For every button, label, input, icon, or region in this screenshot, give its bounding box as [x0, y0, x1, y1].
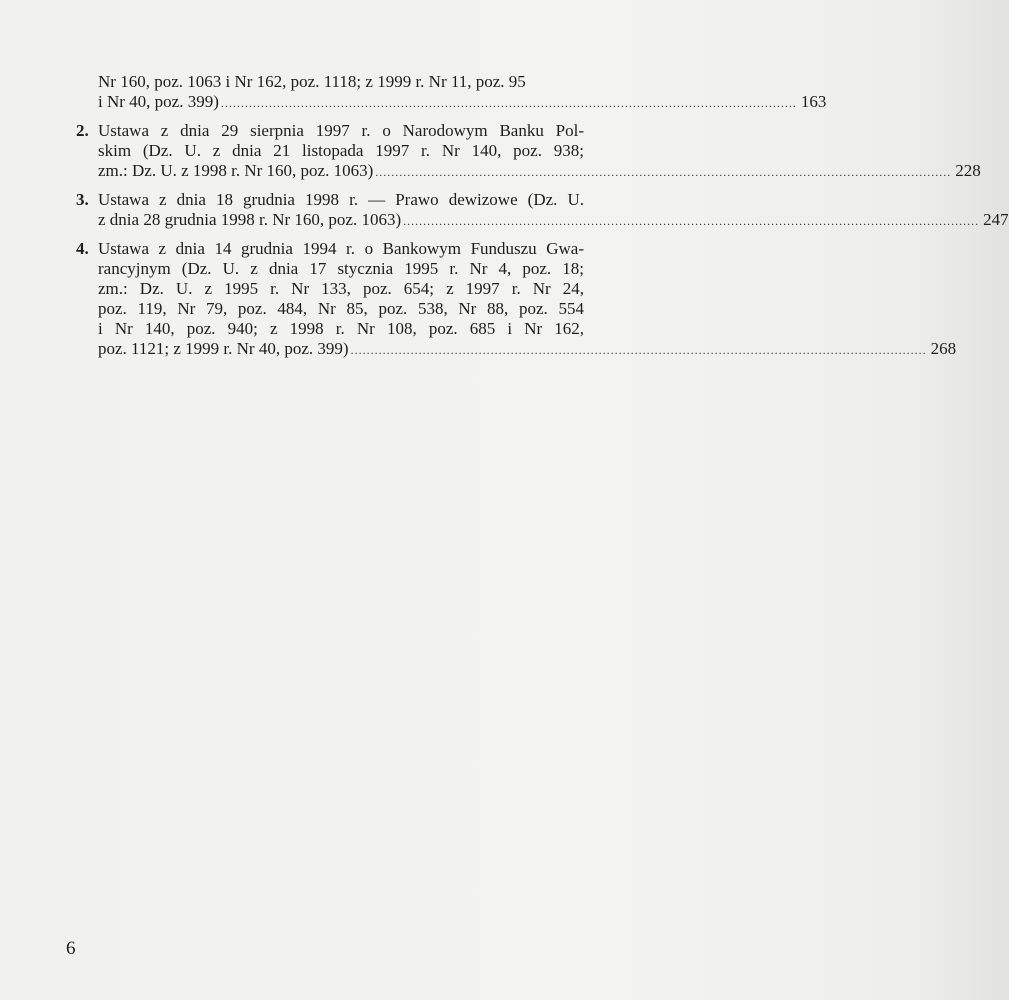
toc-entry-text-line: Ustawa z dnia 29 sierpnia 1997 r. o Narodowym Banku Pol-: [98, 121, 584, 140]
leader-dots: ................................................................................................................................................: [375, 165, 952, 179]
toc-entry-continuation: [76, 72, 827, 112]
toc-entry-number: 4.: [76, 239, 89, 258]
leader-dots: ................................................................................................................................................: [403, 214, 980, 228]
toc-entry-4: [76, 239, 957, 359]
toc-entry-number: 3.: [76, 190, 89, 209]
toc-entry-text-line: z dnia 28 grudnia 1998 r. Nr 160, poz. 1063): [98, 210, 402, 229]
toc-page-number: 163: [800, 92, 827, 111]
toc-page-number: 268: [930, 339, 957, 358]
toc-page-number: 247: [983, 210, 1009, 229]
toc-entry-last-line: [98, 92, 827, 112]
toc-entry-text-line: Ustawa z dnia 14 grudnia 1994 r. o Bankowym Funduszu Gwa-: [98, 239, 584, 258]
toc-entry-last-line: [98, 210, 1009, 230]
toc-entry-text-line: i Nr 40, poz. 399): [98, 92, 219, 111]
toc-entry-last-line: [98, 339, 957, 359]
toc-entry-text-line: skim (Dz. U. z dnia 21 listopada 1997 r. Nr 140, poz. 938;: [98, 141, 584, 160]
toc-entry-text-line: zm.: Dz. U. z 1998 r. Nr 160, poz. 1063): [98, 161, 374, 180]
toc-entry-3: [76, 190, 1009, 230]
toc-entry-text-line: Ustawa z dnia 18 grudnia 1998 r. — Prawo dewizowe (Dz. U.: [98, 190, 584, 209]
toc-entry-text-line: i Nr 140, poz. 940; z 1998 r. Nr 108, poz. 685 i Nr 162,: [98, 319, 584, 338]
leader-dots: ................................................................................................................................................: [350, 343, 927, 357]
toc-page-number: 228: [955, 161, 981, 180]
table-of-contents: [76, 72, 1009, 368]
toc-entry-text-line: poz. 119, Nr 79, poz. 484, Nr 85, poz. 538, Nr 88, poz. 554: [98, 299, 584, 318]
leader-dots: ................................................................................................................................................: [220, 96, 797, 110]
toc-entry-number: 2.: [76, 121, 89, 140]
toc-entry-text-line: zm.: Dz. U. z 1995 r. Nr 133, poz. 654; z 1997 r. Nr 24,: [98, 279, 584, 298]
page-number-folio: 6: [66, 938, 76, 959]
toc-entry-text-line: rancyjnym (Dz. U. z dnia 17 stycznia 1995 r. Nr 4, poz. 18;: [98, 259, 584, 278]
toc-entry-text-line: poz. 1121; z 1999 r. Nr 40, poz. 399): [98, 339, 349, 358]
toc-entry-text-line: Nr 160, poz. 1063 i Nr 162, poz. 1118; z 1999 r. Nr 11, poz. 95: [98, 72, 526, 91]
toc-entry-2: [76, 121, 981, 181]
toc-entry-last-line: [98, 161, 981, 181]
